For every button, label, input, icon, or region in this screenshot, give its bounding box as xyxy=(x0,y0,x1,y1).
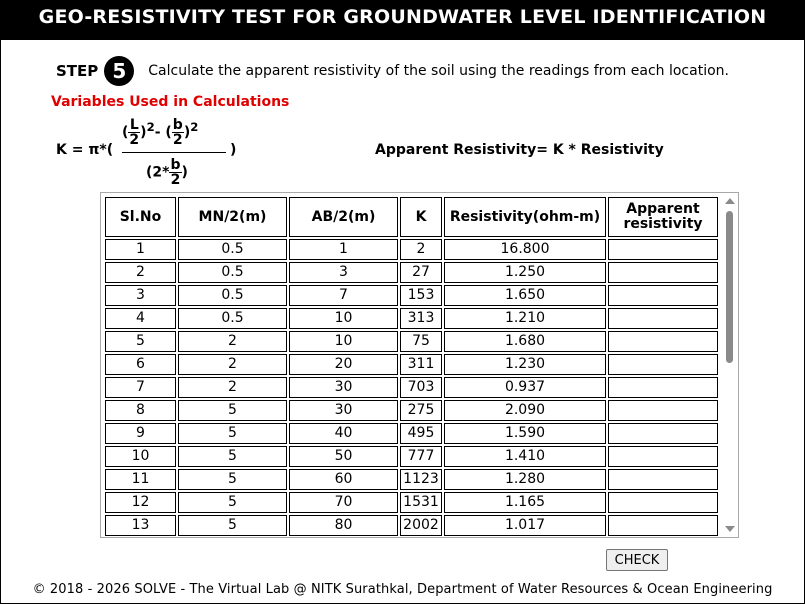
table-row xyxy=(105,354,718,375)
table-row xyxy=(105,262,718,283)
cell-sl-no: 7 xyxy=(105,377,176,398)
footer-copyright: © 2018 - 2026 SOLVE - The Virtual Lab @ NITK Surathkal, Department of Water Resources & Ocean Engineering xyxy=(32,582,773,597)
scrollbar-thumb[interactable] xyxy=(726,211,733,363)
cell-ab2: 50 xyxy=(289,446,398,467)
cell-k: 2 xyxy=(400,239,442,260)
cell-k: 27 xyxy=(400,262,442,283)
cell-resistivity: 1.017 xyxy=(444,515,606,536)
cell-k: 75 xyxy=(400,331,442,352)
cell-k: 777 xyxy=(400,446,442,467)
cell-mn2: 2 xyxy=(178,377,287,398)
col-header-k: K xyxy=(400,197,442,237)
cell-sl-no: 5 xyxy=(105,331,176,352)
cell-apparent-resistivity[interactable] xyxy=(608,331,718,352)
cell-ab2: 20 xyxy=(289,354,398,375)
table-row xyxy=(105,515,718,536)
cell-mn2: 5 xyxy=(178,423,287,444)
cell-apparent-resistivity[interactable] xyxy=(608,285,718,306)
check-button[interactable]: CHECK xyxy=(606,549,668,571)
cell-resistivity: 1.210 xyxy=(444,308,606,329)
cell-k: 495 xyxy=(400,423,442,444)
cell-ab2: 40 xyxy=(289,423,398,444)
cell-apparent-resistivity[interactable] xyxy=(608,492,718,513)
cell-apparent-resistivity[interactable] xyxy=(608,515,718,536)
cell-k: 153 xyxy=(400,285,442,306)
cell-apparent-resistivity[interactable] xyxy=(608,469,718,490)
cell-mn2: 0.5 xyxy=(178,308,287,329)
scroll-down-arrow-icon[interactable] xyxy=(725,526,735,532)
table-row xyxy=(105,239,718,260)
table-row xyxy=(105,331,718,352)
cell-apparent-resistivity[interactable] xyxy=(608,400,718,421)
table-row xyxy=(105,492,718,513)
cell-apparent-resistivity[interactable] xyxy=(608,377,718,398)
cell-mn2: 5 xyxy=(178,446,287,467)
table-row xyxy=(105,377,718,398)
cell-mn2: 2 xyxy=(178,331,287,352)
col-header-ab2: AB/2(m) xyxy=(289,197,398,237)
cell-k: 313 xyxy=(400,308,442,329)
step-instruction: Calculate the apparent resistivity of the soil using the readings from each location. xyxy=(148,63,729,79)
cell-apparent-resistivity[interactable] xyxy=(608,423,718,444)
col-header-apparent-resistivity: Apparent resistivity xyxy=(608,197,718,237)
page-title: GEO-RESISTIVITY TEST FOR GROUNDWATER LEVEL IDENTIFICATION xyxy=(0,0,805,40)
cell-ab2: 1 xyxy=(289,239,398,260)
col-header-resistivity: Resistivity(ohm-m) xyxy=(444,197,606,237)
cell-sl-no: 1 xyxy=(105,239,176,260)
cell-mn2: 2 xyxy=(178,354,287,375)
cell-sl-no: 12 xyxy=(105,492,176,513)
cell-resistivity: 1.165 xyxy=(444,492,606,513)
cell-ab2: 80 xyxy=(289,515,398,536)
cell-sl-no: 4 xyxy=(105,308,176,329)
cell-ab2: 10 xyxy=(289,331,398,352)
cell-resistivity: 1.280 xyxy=(444,469,606,490)
table-row xyxy=(105,308,718,329)
cell-sl-no: 9 xyxy=(105,423,176,444)
cell-mn2: 0.5 xyxy=(178,239,287,260)
cell-k: 1123 xyxy=(400,469,442,490)
cell-resistivity: 0.937 xyxy=(444,377,606,398)
cell-apparent-resistivity[interactable] xyxy=(608,354,718,375)
cell-ab2: 30 xyxy=(289,400,398,421)
cell-apparent-resistivity[interactable] xyxy=(608,262,718,283)
table-header-row xyxy=(105,197,718,237)
cell-apparent-resistivity[interactable] xyxy=(608,446,718,467)
cell-resistivity: 1.410 xyxy=(444,446,606,467)
cell-mn2: 0.5 xyxy=(178,285,287,306)
cell-ab2: 3 xyxy=(289,262,398,283)
table-row xyxy=(105,423,718,444)
cell-k: 1531 xyxy=(400,492,442,513)
cell-resistivity: 1.230 xyxy=(444,354,606,375)
k-formula-numerator: ( $\frac{L}{2}$ )$^2$- ( $\frac{b}{2}$ )$^2$ xyxy=(122,117,199,148)
cell-ab2: 30 xyxy=(289,377,398,398)
cell-sl-no: 2 xyxy=(105,262,176,283)
cell-ab2: 7 xyxy=(289,285,398,306)
cell-k: 275 xyxy=(400,400,442,421)
table-row xyxy=(105,469,718,490)
cell-sl-no: 11 xyxy=(105,469,176,490)
cell-resistivity: 16.800 xyxy=(444,239,606,260)
col-header-sl-no: Sl.No xyxy=(105,197,176,237)
apparent-resistivity-formula: Apparent Resistivity= K * Resistivity xyxy=(375,142,664,158)
cell-mn2: 5 xyxy=(178,492,287,513)
cell-mn2: 5 xyxy=(178,515,287,536)
scroll-up-arrow-icon[interactable] xyxy=(725,198,735,204)
variables-title: Variables Used in Calculations xyxy=(51,94,290,110)
table-row xyxy=(105,400,718,421)
cell-k: 2002 xyxy=(400,515,442,536)
cell-mn2: 0.5 xyxy=(178,262,287,283)
cell-resistivity: 1.590 xyxy=(444,423,606,444)
col-header-mn2: MN/2(m) xyxy=(178,197,287,237)
cell-k: 703 xyxy=(400,377,442,398)
readings-table-container[interactable] xyxy=(100,192,739,538)
cell-sl-no: 6 xyxy=(105,354,176,375)
cell-sl-no: 8 xyxy=(105,400,176,421)
cell-resistivity: 2.090 xyxy=(444,400,606,421)
table-scrollbar[interactable] xyxy=(721,193,738,537)
cell-resistivity: 1.650 xyxy=(444,285,606,306)
k-formula-close: ) xyxy=(230,142,237,158)
cell-sl-no: 10 xyxy=(105,446,176,467)
cell-mn2: 5 xyxy=(178,469,287,490)
readings-table xyxy=(103,195,720,538)
cell-ab2: 10 xyxy=(289,308,398,329)
table-row xyxy=(105,285,718,306)
cell-sl-no: 13 xyxy=(105,515,176,536)
k-formula-lhs: K = π*( xyxy=(56,142,114,158)
cell-apparent-resistivity[interactable] xyxy=(608,239,718,260)
cell-sl-no: 3 xyxy=(105,285,176,306)
cell-ab2: 70 xyxy=(289,492,398,513)
step-label: STEP xyxy=(56,62,99,80)
k-formula-denominator: (2* $\frac{b}{2}$ ) xyxy=(146,157,188,188)
cell-mn2: 5 xyxy=(178,400,287,421)
step-header xyxy=(56,56,729,86)
step-number-badge: 5 xyxy=(104,56,134,86)
cell-k: 311 xyxy=(400,354,442,375)
table-row xyxy=(105,446,718,467)
k-formula xyxy=(56,116,356,188)
cell-ab2: 60 xyxy=(289,469,398,490)
cell-resistivity: 1.680 xyxy=(444,331,606,352)
cell-resistivity: 1.250 xyxy=(444,262,606,283)
cell-apparent-resistivity[interactable] xyxy=(608,308,718,329)
k-formula-fraction-bar xyxy=(122,152,226,153)
